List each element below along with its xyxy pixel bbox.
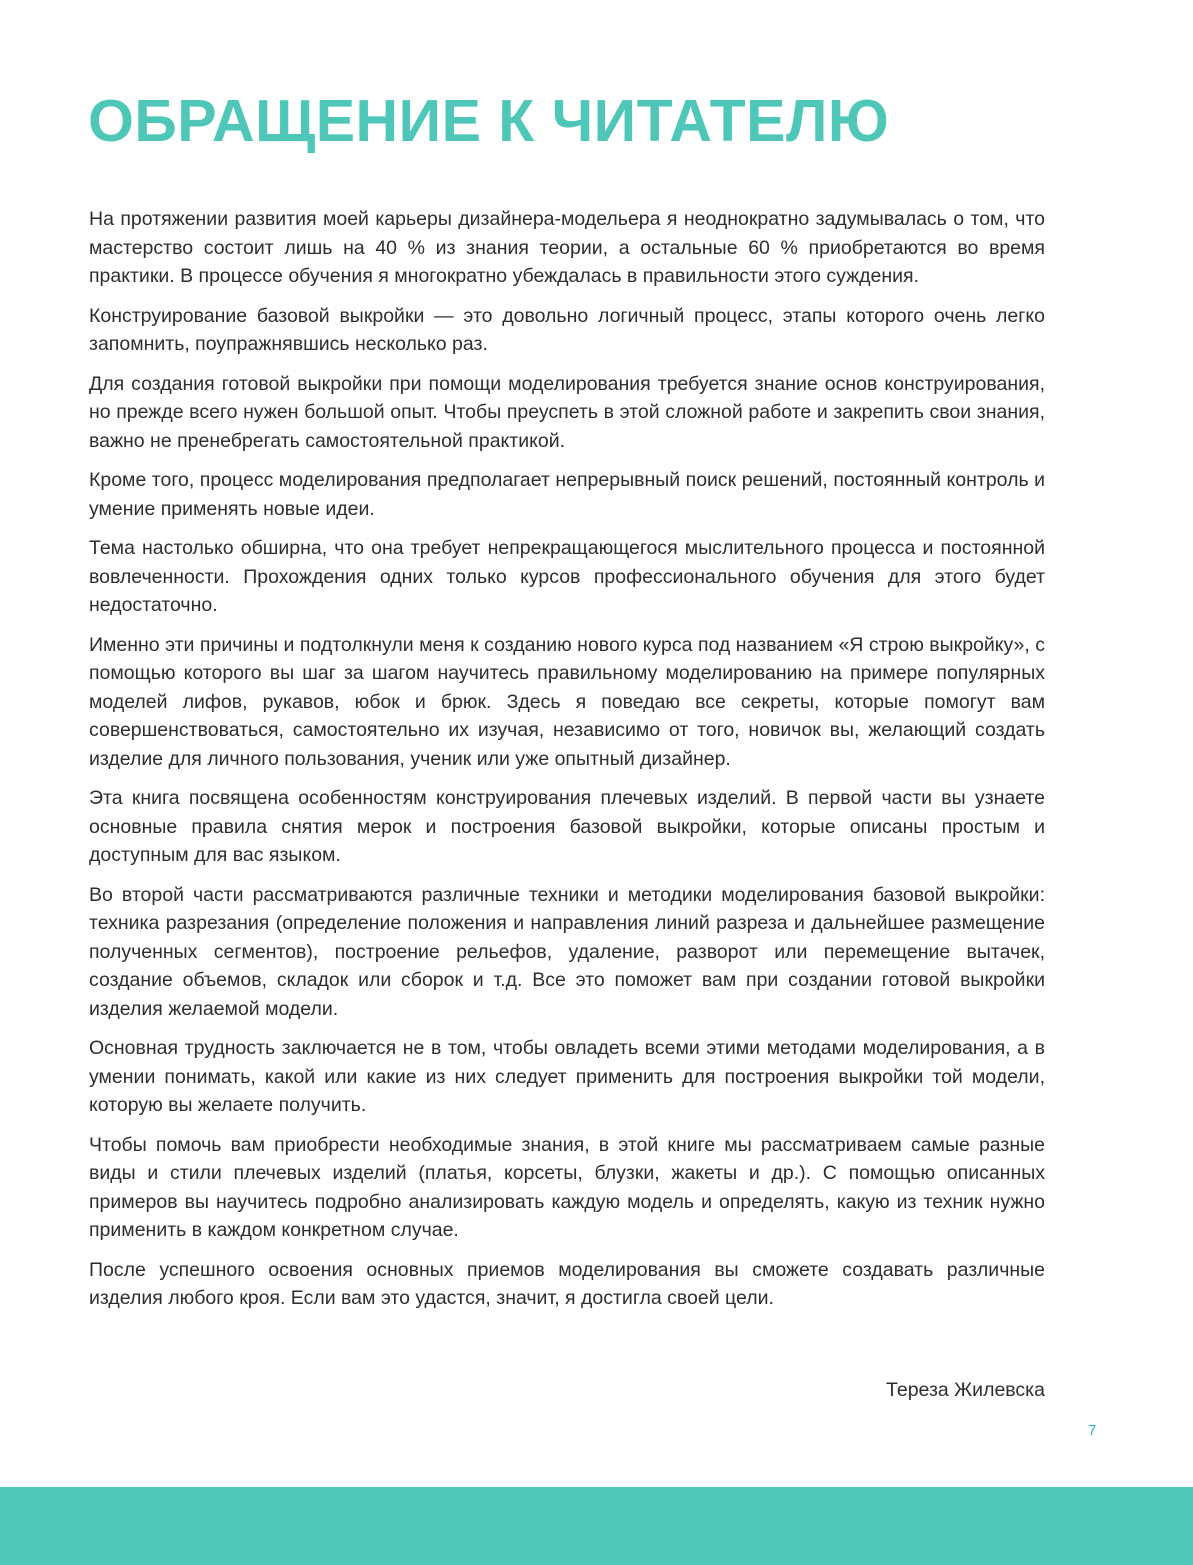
- paragraph: Чтобы помочь вам приобрести необходимые знания, в этой книге мы рассматриваем самые разные виды и стили плечевых изделий (платья, корсеты, блузки, жакеты и др.). С помощью описанных примеров вы научитесь подробно анализировать каждую модель и определять, какую из техник нужно применить в каждом конкретном случае.: [89, 1133, 1045, 1241]
- paragraph: Во второй части рассматриваются различные техники и методики моделирования базовой выкройки: техника разрезания (определение положения и направления линий разреза и дальнейшее размещение полученных сегментов), построение рельефов, удаление, разворот или перемещение вытачек, создание объемов, складок или сборок и т.д. Все это поможет вам при создании готовой выкройки изделия желаемой модели.: [89, 883, 1045, 1020]
- footer-band: [0, 1487, 1193, 1565]
- paragraph: Для создания готовой выкройки при помощи моделирования требуется знание основ конструирования, но прежде всего нужен большой опыт. Чтобы преуспеть в этой сложной работе и закрепить свои знания, важно не пренебрегать самостоятельной практикой.: [89, 372, 1045, 452]
- author-signature: Тереза Жилевска: [886, 1379, 1045, 1401]
- body-text: [89, 205, 1045, 1324]
- paragraph: Кроме того, процесс моделирования предполагает непрерывный поиск решений, постоянный контроль и умение применять новые идеи.: [89, 469, 1045, 520]
- paragraph: На протяжении развития моей карьеры дизайнера-модельера я неоднократно задумывалась о том, что мастерство состоит лишь на 40 % из знания теории, а остальные 60 % приобретаются во время практики. В процессе обучения я многократно убеждалась в правильности этого суждения.: [89, 208, 1045, 287]
- page-title: ОБРАЩЕНИЕ К ЧИТАТЕЛЮ: [88, 88, 890, 154]
- paragraph: После успешного освоения основных приемов моделирования вы сможете создавать различные изделия любого кроя. Если вам это удастся, значит, я достигла своей цели.: [89, 1258, 1045, 1309]
- paragraph: Эта книга посвящена особенностям конструирования плечевых изделий. В первой части вы узнаете основные правила снятия мерок и построения базовой выкройки, которые описаны простым и доступным для вас языком.: [89, 787, 1045, 866]
- paragraph: Конструирование базовой выкройки — это довольно логичный процесс, этапы которого очень легко запомнить, поупражнявшись несколько раз.: [89, 304, 1045, 355]
- paragraph: Основная трудность заключается не в том, чтобы овладеть всеми этими методами моделирования, а в умении понимать, какой или какие из них следует применить для построения выкройки той модели, которую вы желаете получить.: [89, 1037, 1045, 1116]
- paragraph: Именно эти причины и подтолкнули меня к созданию нового курса под названием «Я строю выкройку», с помощью которого вы шаг за шагом научитесь правильному моделированию на примере популярных моделей лифов, рукавов, юбок и брюк. Здесь я поведаю все секреты, которые помогут вам совершенствоваться, самостоятельно их изучая, независимо от того, новичок вы, желающий создать изделие для личного пользования, ученик или уже опытный дизайнер.: [89, 633, 1045, 770]
- page-number: 7: [1088, 1422, 1097, 1439]
- paragraph: Тема настолько обширна, что она требует непрекращающегося мыслительного процесса и постоянной вовлеченности. Прохождения одних только курсов профессионального обучения для этого будет недостаточно.: [89, 537, 1045, 616]
